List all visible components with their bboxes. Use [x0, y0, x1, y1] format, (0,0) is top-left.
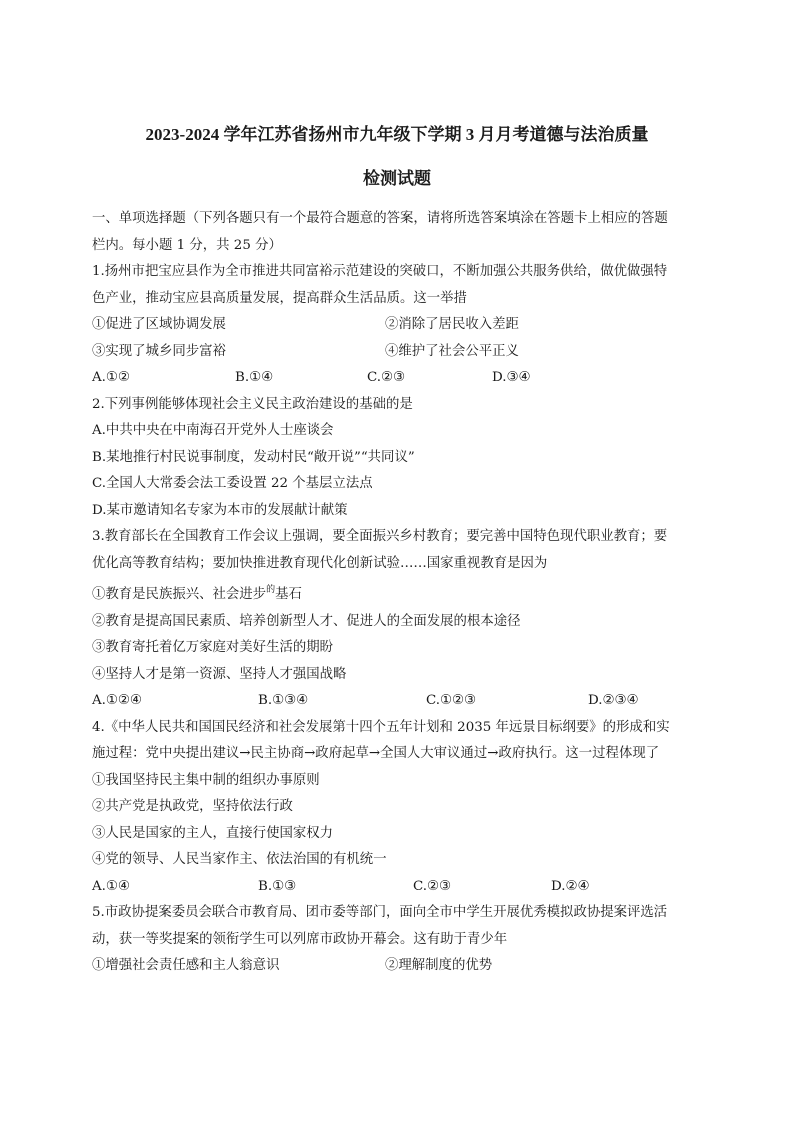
choice-b: B.①④ [235, 370, 274, 385]
choice-c: C.全国人大常委会法工委设置 22 个基层立法点 [92, 476, 373, 491]
statement-superscript: 的 [266, 585, 276, 595]
choice-a: A.①②④ [92, 693, 142, 708]
choice-c: C.②③ [367, 370, 406, 385]
question-stem-line: 3.教育部长在全国教育工作会议上强调，要全面振兴乡村教育；要完善中国特色现代职业教育；要 [92, 529, 668, 544]
statement: ①促进了区域协调发展 [92, 317, 226, 332]
choice-row [92, 874, 702, 901]
choice-d: D.③④ [492, 370, 531, 385]
choice-c: C.②③ [413, 878, 452, 894]
statement: ②教育是提高国民素质、培养创新型人才、促进人的全面发展的根本途径 [92, 613, 521, 629]
choice-a: A.中共中央在中南海召开党外人士座谈会 [92, 423, 334, 438]
section-instructions [92, 206, 702, 259]
question-stem-line: 2.下列事例能够体现社会主义民主政治建设的基础的是 [92, 396, 413, 412]
choice-a: A.①② [92, 370, 130, 385]
exam-title-line-2: 检测试题 [363, 169, 431, 188]
statement: ④维护了社会公平正义 [385, 343, 519, 359]
question-stem-line: 4.《中华人民共和国国民经济和社会发展第十四个五年计划和 2035 年远景目标纲要》的形成和实 [92, 719, 670, 735]
choice-a: A.①④ [92, 878, 130, 894]
choice-d: D.某市邀请知名专家为本市的发展献计献策 [92, 502, 348, 518]
question-stem-line: 色产业，推动宝应县高质量发展，提高群众生活品质。这一举措 [92, 290, 467, 306]
statement-row [92, 312, 702, 339]
statement: ②理解制度的优势 [385, 958, 493, 973]
statement-row [92, 953, 702, 980]
question-3 [92, 524, 702, 715]
statement: ③实现了城乡同步富裕 [92, 343, 226, 359]
statement: ②共产党是执政党，坚持依法行政 [92, 799, 293, 814]
statement: ③人民是国家的主人，直接行使国家权力 [92, 825, 334, 841]
statement: ②消除了居民收入差距 [385, 317, 519, 332]
choice-c: C.①②③ [426, 693, 477, 708]
question-1 [92, 259, 702, 392]
choice-d: D.②③④ [588, 693, 639, 708]
statement-text: 基石 [275, 587, 302, 602]
statement: ④坚持人才是第一资源、坚持人才强国战略 [92, 666, 347, 682]
choice-b: B.①③④ [258, 693, 309, 708]
choice-d: D.②④ [551, 878, 590, 894]
exam-title-line-1: 2023-2024 学年江苏省扬州市九年级下学期 3 月月考道德与法治质量 [145, 125, 649, 144]
choice-row [92, 688, 702, 715]
statement: ③教育寄托着亿万家庭对美好生活的期盼 [92, 640, 334, 655]
question-stem-line: 动，获一等奖提案的领衔学生可以列席市政协开幕会。这有助于青少年 [92, 931, 508, 947]
question-5 [92, 900, 702, 980]
statement: ①我国坚持民主集中制的组织办事原则 [92, 772, 320, 788]
question-stem-line: 施过程：党中央提出建议→民主协商→政府起草→全国人大审议通过→政府执行。这一过程体现了 [92, 746, 660, 761]
question-2 [92, 392, 702, 525]
section-instructions-line-2: 栏内。每小题 1 分，共 25 分） [92, 237, 282, 253]
question-stem-line: 5.市政协提案委员会联合市教育局、团市委等部门，面向全市中学生开展优秀模拟政协提案评选活 [92, 905, 668, 920]
question-4 [92, 715, 702, 901]
statement: ①增强社会责任感和主人翁意识 [92, 958, 280, 973]
statement-row [92, 339, 702, 366]
question-stem-line: 优化高等教育结构；要加快推进教育现代化创新试验……国家重视教育是因为 [92, 555, 548, 571]
question-stem-line: 1.扬州市把宝应县作为全市推进共同富裕示范建设的突破口，不断加强公共服务供给，做优做强特 [92, 264, 668, 279]
statement [92, 577, 702, 609]
choice-b: B.某地推行村民说事制度，发动村民“敞开说”“共同议” [92, 449, 415, 465]
choice-b: B.①③ [258, 878, 297, 894]
choice-row [92, 365, 702, 392]
section-instructions-line-1: 一、单项选择题（下列各题只有一个最符合题意的答案，请将所选答案填涂在答题卡上相应的答题 [92, 211, 668, 226]
statement: ④党的领导、人民当家作主、依法治国的有机统一 [92, 852, 387, 867]
statement-text: ①教育是民族振兴、社会进步 [92, 587, 267, 602]
